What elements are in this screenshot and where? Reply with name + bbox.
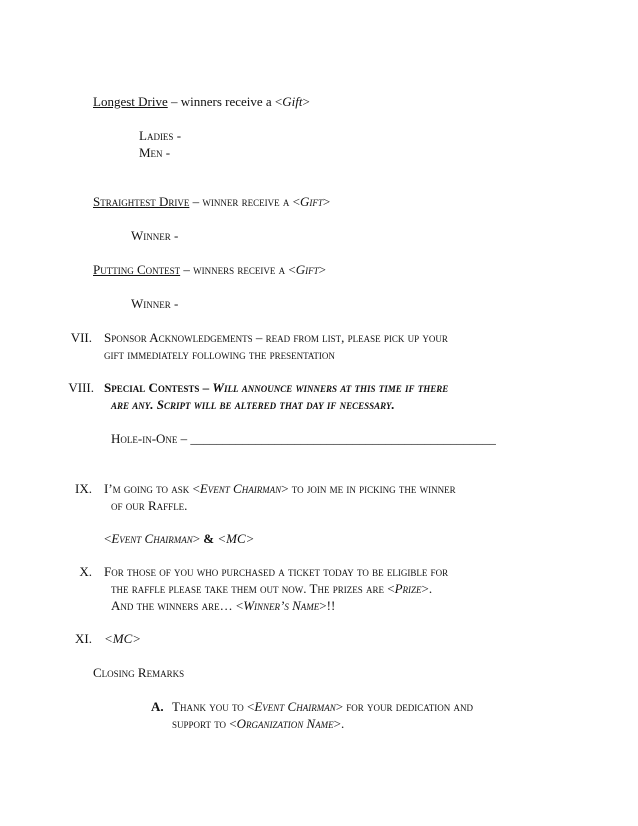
straightest-drive-text: – winner receive a < bbox=[189, 194, 300, 209]
longest-drive-gift: Gift bbox=[282, 94, 303, 109]
putting-contest-line bbox=[93, 262, 326, 278]
item-a-chairman: Event Chairman bbox=[254, 699, 336, 714]
chairman-close: > bbox=[192, 531, 201, 546]
longest-drive-title: Longest Drive bbox=[93, 94, 168, 109]
putting-winner-line: Winner - bbox=[131, 296, 179, 311]
section-vii-number: VII. bbox=[70, 330, 92, 345]
ladies-line: Ladies - bbox=[139, 128, 182, 143]
ampersand: & bbox=[200, 531, 218, 546]
section-ix-line1 bbox=[104, 481, 456, 497]
item-a-text-a: Thank you to < bbox=[172, 699, 255, 714]
mc-tag: <MC> bbox=[217, 531, 255, 546]
putting-contest-gift: Gift bbox=[295, 262, 319, 277]
section-ix-text-c: > to join me in picking the winner bbox=[281, 481, 456, 496]
longest-drive-text: – winners receive a < bbox=[167, 94, 283, 109]
item-a-line1 bbox=[172, 699, 473, 715]
section-ix-line2: of our Raffle. bbox=[111, 498, 188, 513]
section-x-number: X. bbox=[79, 564, 92, 579]
item-a-text-d: support to < bbox=[172, 716, 237, 731]
putting-contest-title: Putting Contest bbox=[93, 262, 181, 277]
section-viii-line2: are any. Script will be altered that day if necessary. bbox=[111, 397, 395, 412]
section-x-text-a: the raffle please take them out now. The prizes are < bbox=[111, 581, 395, 596]
section-viii-number: VIII. bbox=[68, 380, 94, 395]
straightest-winner-line: Winner - bbox=[131, 228, 179, 243]
special-contests-note: Will announce winners at this time if there bbox=[212, 380, 449, 395]
winners-name-tag: Winner’s Name bbox=[243, 598, 320, 613]
straightest-drive-close: > bbox=[322, 194, 331, 209]
closing-remarks: Closing Remarks bbox=[93, 665, 185, 680]
longest-drive-close: > bbox=[302, 94, 310, 109]
item-a-text-f: >. bbox=[333, 716, 345, 731]
putting-contest-text: – winners receive a < bbox=[180, 262, 296, 277]
section-vii-line1: Sponsor Acknowledgements – read from list, please pick up your bbox=[104, 330, 448, 345]
section-ix-line3 bbox=[104, 531, 254, 547]
section-ix-text-a: I’m going to ask < bbox=[104, 481, 200, 496]
winners-text: And the winners are… < bbox=[111, 598, 244, 613]
chairman-name: Event Chairman bbox=[111, 531, 193, 546]
section-xi-line1: <MC> bbox=[104, 631, 142, 646]
putting-contest-close: > bbox=[318, 262, 326, 277]
straightest-drive-title: Straightest Drive bbox=[93, 194, 190, 209]
longest-drive-line bbox=[93, 94, 310, 110]
item-a-text-c: > for your dedication and bbox=[335, 699, 474, 714]
section-x-line3 bbox=[111, 598, 335, 614]
winners-close: >!! bbox=[319, 598, 336, 613]
straightest-drive-gift: Gift bbox=[299, 194, 323, 209]
chairman-open: < bbox=[104, 531, 112, 546]
item-a-label: A. bbox=[151, 699, 164, 714]
section-xi-number: XI. bbox=[75, 631, 92, 646]
section-viii-line1 bbox=[104, 380, 448, 396]
section-vii-line2: gift immediately following the presentation bbox=[104, 347, 335, 362]
item-a-line2 bbox=[172, 716, 344, 732]
special-contests-title: Special Contests – bbox=[104, 380, 213, 395]
section-x-line2 bbox=[111, 581, 432, 597]
prize-tag: Prize bbox=[394, 581, 422, 596]
men-line: Men - bbox=[139, 145, 171, 160]
section-ix-chairman: Event Chairman bbox=[199, 481, 282, 496]
section-ix-number: IX. bbox=[75, 481, 92, 496]
section-x-text-c: >. bbox=[421, 581, 433, 596]
organization-name-tag: Organization Name bbox=[236, 716, 334, 731]
straightest-drive-line bbox=[93, 194, 330, 210]
section-x-line1: For those of you who purchased a ticket today to be eligible for bbox=[104, 564, 449, 579]
hole-in-one-line: Hole-in-One – _______________________________________________ bbox=[111, 431, 496, 446]
